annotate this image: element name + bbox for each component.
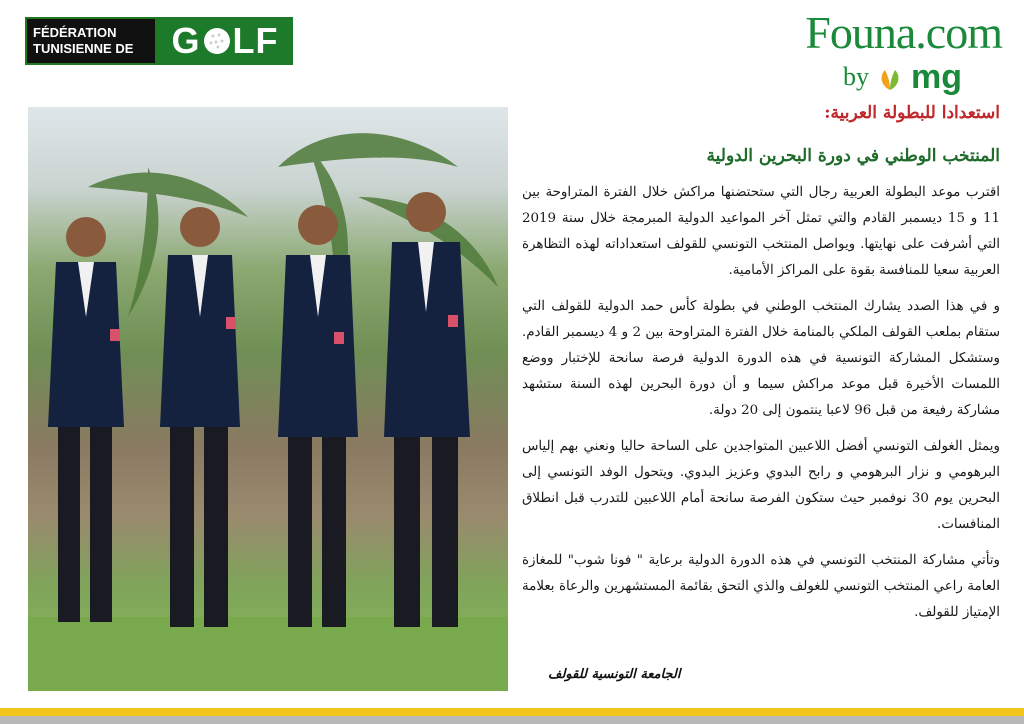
team-photo-illustration: [28, 107, 508, 691]
founa-logo-by: [843, 58, 962, 96]
federation-logo: [25, 17, 293, 65]
founa-logo: [752, 8, 1002, 104]
player-3: [278, 205, 358, 627]
article-signature: الجامعة التونسية للقولف: [548, 667, 681, 682]
founa-logo-brand: mg: [911, 58, 962, 96]
article-body: [522, 180, 1000, 636]
founa-logo-by-text: by: [843, 62, 869, 91]
footer-stripe-gray: [0, 716, 1024, 724]
article-title: المنتخب الوطني في دورة البحرين الدولية: [706, 146, 1000, 166]
article-paragraph: و في هذا الصدد يشارك المنتخب الوطني في بطولة كأس حمد الدولية للقولف التي ستقام بملعب القولف الملكي بالمنامة خلال الفترة المتراوحة بين 2 و 4 ديسمبر القادم. وستشكل المشاركة التونسية في هذه الدورة الدولية فرصة سانحة للإختبار ووضع اللمسات الأخيرة قبل موعد مراكش سيما و أن دورة البحرين لهذه السنة ستشهد مشاركة رفيعة من قبل 96 لاعبا ينتمون إلى 20 دولة.: [522, 299, 1001, 418]
player-2: [160, 207, 240, 627]
golf-wordmark-lf: LF: [232, 20, 279, 61]
article-paragraph: ويمثل الغولف التونسي أفضل اللاعبين المتواجدين على الساحة حاليا ونعني بهم إلياس البرهومي و نزار البرهومي و رابح البدوي وعزيز البدوي. ويتحول الوفد التونسي إلى البحرين يوم 30 نوفمبر حيث ستكون الفرصة سانحة أمام اللاعبين للتدرب قبل انطلاق المنافسات.: [522, 439, 1000, 532]
article-kicker: استعدادا للبطولة العربية:: [824, 103, 1000, 123]
federation-logo-line1: FÉDÉRATION: [33, 25, 117, 40]
player-4: [384, 192, 470, 627]
golf-wordmark: [157, 17, 293, 65]
golf-wordmark-g: G: [171, 20, 201, 61]
leaf-icon: [875, 66, 905, 92]
footer-stripe-yellow: [0, 708, 1024, 716]
team-photo: [28, 107, 508, 691]
golf-ball-icon: [202, 26, 232, 56]
article-paragraph: وتأتي مشاركة المنتخب التونسي في هذه الدورة الدولية برعاية " فونا شوب" للمغازة العامة راعي المنتخب التونسي للغولف والذي التحق بقائمة المستشهرين والرعاة بعلامة الإمتياز للقولف.: [522, 553, 1000, 620]
federation-logo-line2: TUNISIENNE DE: [33, 41, 134, 56]
player-1: [48, 217, 124, 622]
federation-logo-text: [25, 17, 157, 65]
founa-logo-main: Founa.com: [805, 7, 1002, 58]
article-paragraph: اقترب موعد البطولة العربية رجال التي ستحتضنها مراكش خلال الفترة المتراوحة بين 11 و 15 ديسمبر القادم والتي تمثل آخر المواعيد الدولية المبرمجة خلال سنة 2019 التي أشرفت على نهايتها. ويواصل المنتخب التونسي للقولف استعداداته لهذه التظاهرة العربية سعيا للمنافسة بقوة على المراكز الأمامية.: [522, 185, 1001, 278]
